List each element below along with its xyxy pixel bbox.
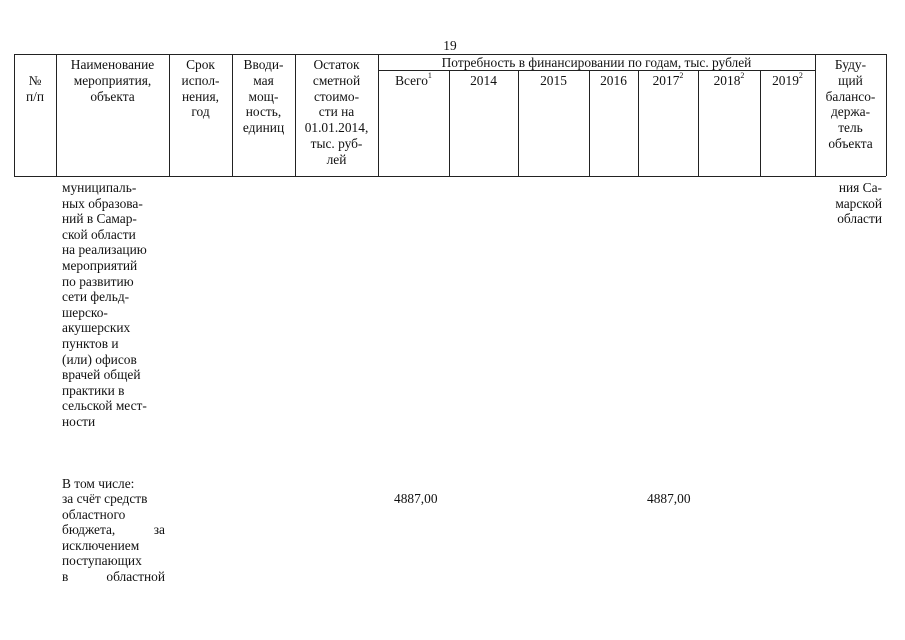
funding-line: в областной [62,568,165,584]
header-term: Срок испол- нения, год [181,57,220,120]
item-name-continued: муниципаль- ных образова- ний в Самар- ской области на реализацию мероприятий по развитию сети фельд- шерско- акушерских пунктов и (или) офисов врачей общей практики в сельской мест- ности [62,180,147,429]
header-balance: Остаток сметной стоимо- сти на 01.01.2014, тыс. руб- лей [304,57,369,167]
table-header-bottom-border [14,176,886,177]
header-name: Наименование мероприятия, объекта [70,57,155,104]
header-year-2014: 2014 [470,73,497,88]
funding-source-text [62,491,165,585]
col-border [886,54,887,176]
page-number: 19 [443,38,457,53]
header-funding-need: Потребность в финансировании по годам, тыс. рублей [441,55,752,70]
header-year-2019: 2019$^2$ [772,70,803,88]
header-balance-holder: Буду- щий балансо- держа- тель объекта [825,57,876,151]
subheading-including: В том числе: [62,476,135,491]
funding-line: за счёт средств [62,491,148,506]
header-year-2017: 2017$^2$ [652,70,684,88]
header-year-2016: 2016 [600,73,627,88]
funding-line: поступающих [62,553,142,569]
header-year-total: Всего$^1$ [395,70,432,88]
total-value: 4887,00 [394,491,438,506]
year-2017-value: 4887,00 [647,491,691,506]
funding-line: областного [62,506,126,522]
funding-line: исключением [62,537,140,553]
header-year-2018: 2018$^2$ [713,70,745,88]
balance-holder-continued: ния Са- марской области [835,180,882,227]
funding-line: бюджета, за [62,522,165,538]
header-capacity: Вводи- мая мощ- ность, единиц [242,57,285,136]
header-number: № п/п [25,73,45,104]
header-year-2015: 2015 [540,73,567,88]
